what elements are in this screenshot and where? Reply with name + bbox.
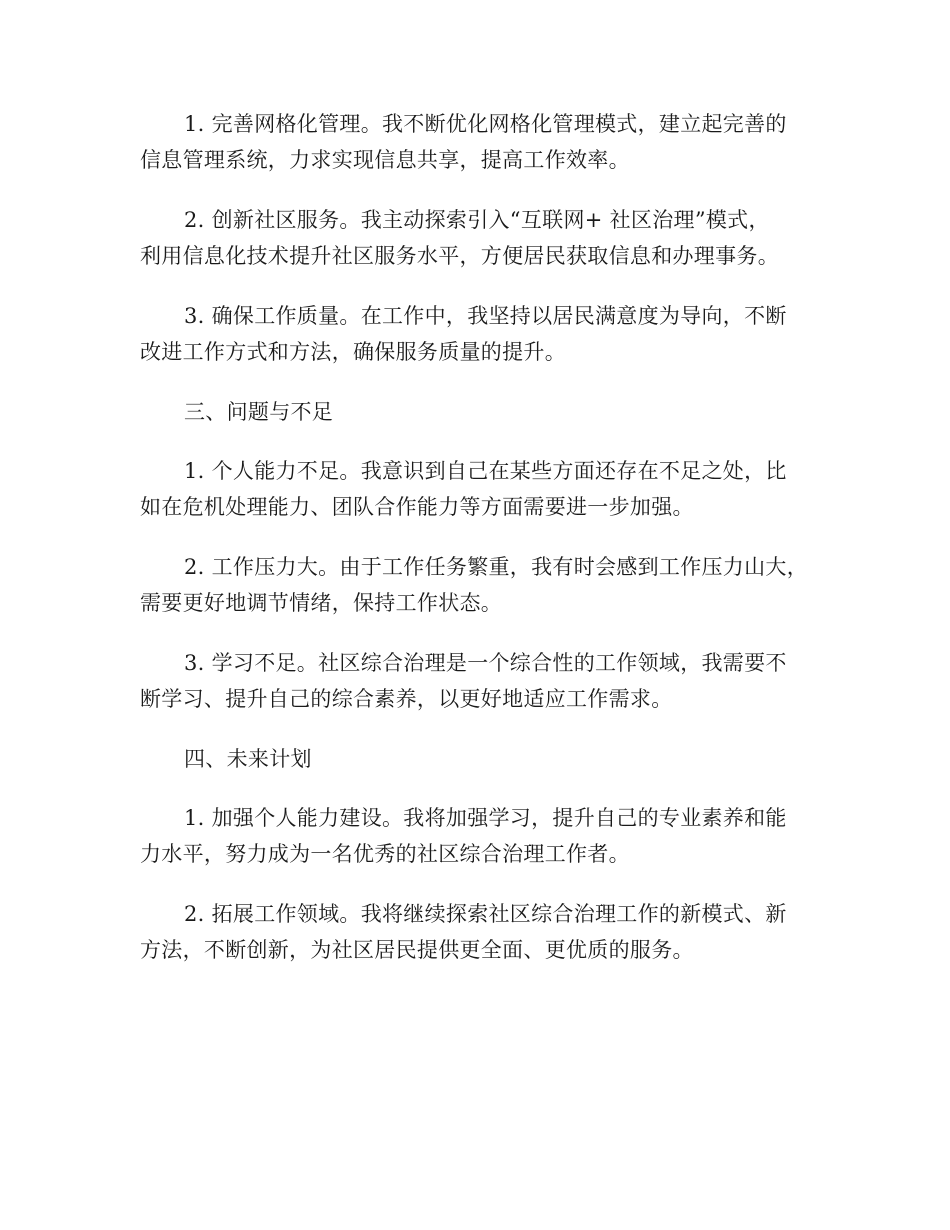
- paragraph-ensure-work-quality: [140, 298, 840, 370]
- text-line: 利用信息化技术提升社区服务水平，方便居民获取信息和办理事务。: [140, 244, 779, 268]
- paragraph-innovate-community-service: [140, 202, 840, 274]
- text-line: 方法，不断创新，为社区居民提供更全面、更优质的服务。: [140, 938, 694, 962]
- paragraph-insufficient-learning: [140, 645, 840, 717]
- text-line: 断学习、提升自己的综合素养，以更好地适应工作需求。: [140, 687, 673, 711]
- paragraph-insufficient-ability: [140, 453, 840, 525]
- document-body: [140, 106, 840, 992]
- text-line: 改进工作方式和方法，确保服务质量的提升。: [140, 340, 566, 364]
- text-line: 3. 确保工作质量。在工作中，我坚持以居民满意度为导向，不断: [184, 304, 787, 328]
- text-line: 如在危机处理能力、团队合作能力等方面需要进一步加强。: [140, 495, 694, 519]
- text-line: 3. 学习不足。社区综合治理是一个综合性的工作领域，我需要不: [184, 651, 787, 675]
- text-line: 2. 创新社区服务。我主动探索引入“互联网+ 社区治理”模式，: [184, 208, 770, 232]
- text-line: 力水平，努力成为一名优秀的社区综合治理工作者。: [140, 842, 630, 866]
- heading-text: 三、问题与不足: [184, 400, 334, 424]
- text-line: 2. 工作压力大。由于工作任务繁重，我有时会感到工作压力山大，: [184, 555, 809, 579]
- text-line: 2. 拓展工作领域。我将继续探索社区综合治理工作的新模式、新: [184, 902, 787, 926]
- paragraph-expand-work-areas: [140, 896, 840, 968]
- section-heading-future-plan: [140, 741, 840, 777]
- text-line: 需要更好地调节情绪，保持工作状态。: [140, 591, 503, 615]
- text-line: 1. 加强个人能力建设。我将加强学习，提升自己的专业素养和能: [184, 806, 787, 830]
- paragraph-work-pressure: [140, 549, 840, 621]
- text-line: 1. 个人能力不足。我意识到自己在某些方面还存在不足之处，比: [184, 459, 787, 483]
- heading-text: 四、未来计划: [184, 747, 312, 771]
- section-heading-problems: [140, 394, 840, 430]
- paragraph-improve-grid-management: [140, 106, 840, 178]
- paragraph-capability-building: [140, 800, 840, 872]
- text-line: 信息管理系统，力求实现信息共享，提高工作效率。: [140, 148, 630, 172]
- text-line: 1. 完善网格化管理。我不断优化网格化管理模式，建立起完善的: [184, 112, 787, 136]
